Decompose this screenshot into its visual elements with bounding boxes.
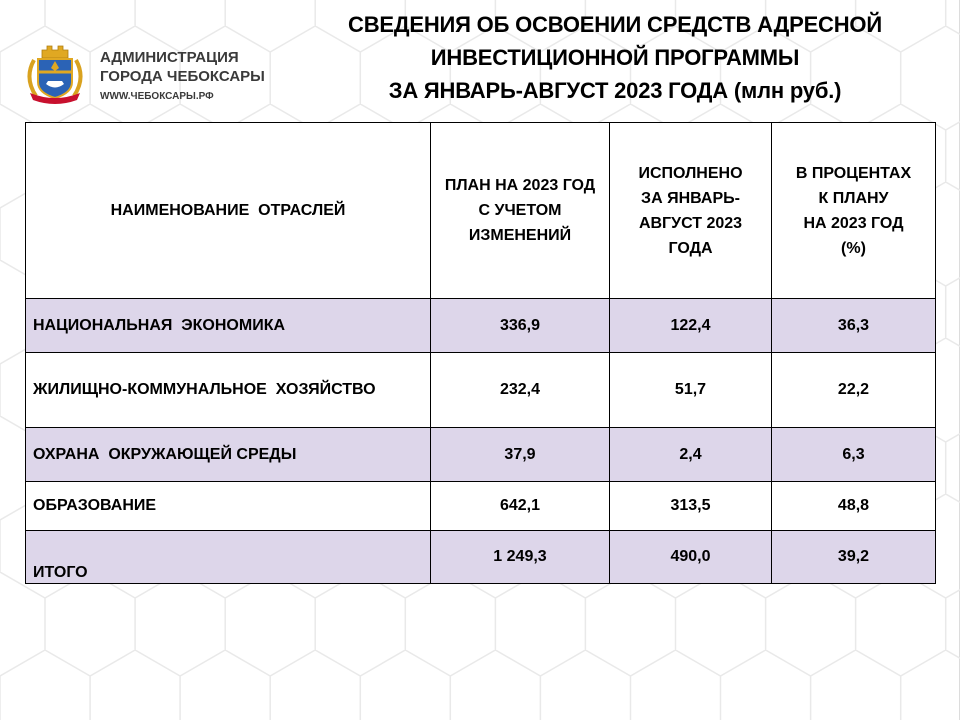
- total-percent-cell: 39,2: [772, 531, 936, 584]
- title-line2: ИНВЕСТИЦИОННОЙ ПРОГРАММЫ: [430, 45, 800, 70]
- header-executed-cell: [610, 123, 772, 299]
- total-plan-cell: 1 249,3: [431, 531, 610, 584]
- table-row: [26, 428, 936, 482]
- header-percent-line: К ПЛАНУ: [818, 189, 889, 207]
- total-name-cell: ИТОГО: [26, 531, 431, 584]
- crown-shape: [42, 46, 68, 58]
- table-row: [26, 353, 936, 428]
- coat-of-arms-icon: [22, 44, 88, 106]
- header-percent-line: В ПРОЦЕНТАХ: [795, 164, 912, 182]
- header-plan-line: ИЗМЕНЕНИЙ: [468, 227, 572, 244]
- header-executed-line: ГОДА: [668, 239, 713, 257]
- organization-block: [100, 48, 265, 103]
- laurel-right-shape: [74, 60, 81, 96]
- row-plan-cell: 232,4: [431, 353, 610, 428]
- header-percent-line: (%): [841, 239, 866, 257]
- table-total-row: [26, 531, 936, 584]
- header-name-cell: [26, 123, 431, 299]
- row-name-cell: ОХРАНА ОКРУЖАЮЩЕЙ СРЕДЫ: [26, 428, 431, 482]
- row-name-cell: НАЦИОНАЛЬНАЯ ЭКОНОМИКА: [26, 299, 431, 353]
- laurel-left-shape: [29, 60, 36, 96]
- row-executed-cell: 313,5: [610, 482, 772, 531]
- row-plan-cell: 336,9: [431, 299, 610, 353]
- row-name-cell: ЖИЛИЩНО-КОММУНАЛЬНОЕ ХОЗЯЙСТВО: [26, 353, 431, 428]
- header-executed-line: ИСПОЛНЕНО: [638, 164, 743, 182]
- row-name-cell: ОБРАЗОВАНИЕ: [26, 482, 431, 531]
- total-executed-cell: 490,0: [610, 531, 772, 584]
- header-executed-line: ЗА ЯНВАРЬ-: [641, 189, 740, 207]
- table-header-row: [26, 123, 936, 299]
- page-title: [320, 8, 910, 107]
- header-executed-line: АВГУСТ 2023: [638, 214, 743, 232]
- header-percent-line: НА 2023 ГОД: [803, 214, 904, 232]
- data-table: [25, 122, 936, 584]
- row-plan-cell: 642,1: [431, 482, 610, 531]
- org-name-line1: АДМИНИСТРАЦИЯ: [100, 49, 239, 66]
- row-plan-cell: 37,9: [431, 428, 610, 482]
- table-row: [26, 299, 936, 353]
- row-executed-cell: 2,4: [610, 428, 772, 482]
- row-percent-cell: 6,3: [772, 428, 936, 482]
- header-name-text: НАИМЕНОВАНИЕ ОТРАСЛЕЙ: [110, 202, 346, 219]
- header-percent-cell: [772, 123, 936, 299]
- row-percent-cell: 36,3: [772, 299, 936, 353]
- row-executed-cell: 122,4: [610, 299, 772, 353]
- header-plan-cell: [431, 123, 610, 299]
- row-percent-cell: 48,8: [772, 482, 936, 531]
- row-executed-cell: 51,7: [610, 353, 772, 428]
- header-plan-line: ПЛАН НА 2023 ГОД: [444, 177, 596, 194]
- title-line1: СВЕДЕНИЯ ОБ ОСВОЕНИИ СРЕДСТВ АДРЕСНОЙ: [348, 12, 882, 37]
- row-percent-cell: 22,2: [772, 353, 936, 428]
- org-website: WWW.ЧЕБОКСАРЫ.РФ: [100, 91, 214, 102]
- title-line3: ЗА ЯНВАРЬ-АВГУСТ 2023 ГОДА (млн руб.): [388, 78, 842, 103]
- org-name-line2: ГОРОДА ЧЕБОКСАРЫ: [100, 68, 265, 85]
- header-plan-line: С УЧЕТОМ: [478, 202, 562, 219]
- table-row: [26, 482, 936, 531]
